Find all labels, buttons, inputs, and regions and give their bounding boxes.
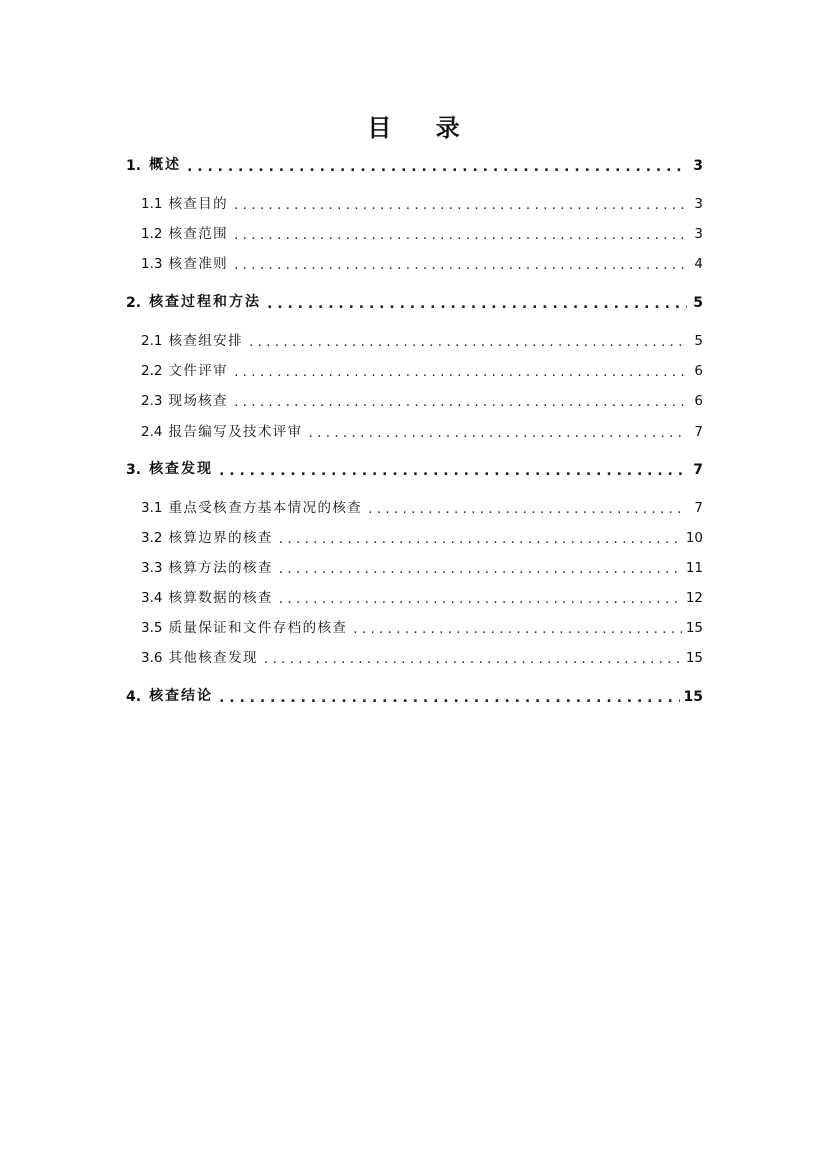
dot-leader — [219, 464, 687, 478]
dot-leader — [234, 366, 687, 380]
dot-leader — [279, 563, 682, 577]
dot-leader — [264, 653, 682, 667]
toc-entry-page: 10 — [685, 530, 703, 546]
toc-entry-page: 4 — [694, 256, 703, 272]
toc-entry-page: 6 — [694, 393, 703, 409]
toc-entry-label: 报告编写及技术评审 — [168, 424, 303, 440]
dot-leader — [187, 160, 687, 174]
toc-entry-label: 核查结论 — [149, 688, 214, 704]
toc-entry-page: 3 — [693, 158, 703, 174]
toc-entry-number: 3.1 — [141, 500, 163, 516]
toc-entry-1-1[interactable] — [141, 190, 703, 212]
toc-entry-3-6[interactable] — [141, 644, 703, 666]
dot-leader — [219, 691, 679, 705]
dot-leader — [279, 593, 682, 607]
toc-entry-number: 1.2 — [141, 226, 163, 242]
toc-entry-label: 文件评审 — [168, 363, 229, 379]
dot-leader — [368, 503, 687, 517]
toc-entry-number: 3. — [126, 462, 142, 478]
toc-entry-1-2[interactable] — [141, 220, 703, 242]
toc-entry-number: 2.3 — [141, 393, 163, 409]
toc-entry-label: 核查发现 — [149, 461, 214, 477]
toc-entry-number: 1.1 — [141, 196, 163, 212]
dot-leader — [249, 336, 687, 350]
toc-entry-label: 现场核查 — [168, 393, 229, 409]
toc-entry-page: 11 — [685, 560, 703, 576]
toc-entry-label: 核查准则 — [168, 256, 229, 272]
toc-entry-3-1[interactable] — [141, 494, 703, 516]
toc-entry-number: 2.2 — [141, 363, 163, 379]
toc-entry-number: 1.3 — [141, 256, 163, 272]
toc-entry-2[interactable] — [126, 289, 703, 311]
toc-entry-number: 1. — [126, 158, 142, 174]
dot-leader — [234, 259, 687, 273]
dot-leader — [234, 396, 687, 410]
toc-entry-label: 核查过程和方法 — [149, 294, 262, 310]
toc-entry-page: 7 — [693, 462, 703, 478]
toc-entry-page: 5 — [693, 295, 703, 311]
toc-entry-1[interactable] — [126, 152, 703, 174]
toc-entry-number: 3.4 — [141, 590, 163, 606]
toc-entry-page: 15 — [683, 689, 703, 705]
toc-entry-label: 核查目的 — [168, 196, 229, 212]
toc-entry-2-4[interactable] — [141, 418, 703, 440]
toc-entry-label: 核算方法的核查 — [168, 560, 273, 576]
toc-entry-3-5[interactable] — [141, 614, 703, 636]
toc-entry-number: 4. — [126, 689, 142, 705]
toc-entry-label: 核算边界的核查 — [168, 530, 273, 546]
toc-entry-page: 5 — [694, 333, 703, 349]
toc-entry-1-3[interactable] — [141, 250, 703, 272]
toc-entry-page: 7 — [694, 424, 703, 440]
toc-entry-2-3[interactable] — [141, 387, 703, 409]
toc-entry-3-3[interactable] — [141, 554, 703, 576]
toc-entry-label: 质量保证和文件存档的核查 — [168, 620, 348, 636]
toc-entry-page: 12 — [685, 590, 703, 606]
dot-leader — [279, 533, 682, 547]
toc-entry-page: 15 — [685, 650, 703, 666]
toc-entry-number: 2.4 — [141, 424, 163, 440]
dot-leader — [234, 229, 687, 243]
toc-entry-label: 重点受核查方基本情况的核查 — [168, 500, 363, 516]
toc-entry-page: 3 — [694, 196, 703, 212]
toc-entry-number: 2. — [126, 295, 142, 311]
toc-entry-4[interactable] — [126, 683, 703, 705]
toc-entry-page: 6 — [694, 363, 703, 379]
page-title: 目 录 — [367, 114, 478, 142]
toc-entry-number: 3.6 — [141, 650, 163, 666]
toc-entry-3-2[interactable] — [141, 524, 703, 546]
toc-entry-3-4[interactable] — [141, 584, 703, 606]
dot-leader — [309, 427, 687, 441]
toc-entry-page: 3 — [694, 226, 703, 242]
toc-entry-3[interactable] — [126, 456, 703, 478]
toc-entry-page: 15 — [685, 620, 703, 636]
toc-entry-number: 3.2 — [141, 530, 163, 546]
toc-entry-label: 其他核查发现 — [168, 650, 258, 666]
toc-entry-label: 核算数据的核查 — [168, 590, 273, 606]
toc-entry-number: 2.1 — [141, 333, 163, 349]
toc-entry-page: 7 — [694, 500, 703, 516]
toc-entry-number: 3.5 — [141, 620, 163, 636]
dot-leader — [353, 623, 682, 637]
toc-entry-2-2[interactable] — [141, 357, 703, 379]
toc-entry-label: 概述 — [149, 157, 182, 173]
toc-entry-number: 3.3 — [141, 560, 163, 576]
toc-entry-label: 核查范围 — [168, 226, 229, 242]
toc-entry-label: 核查组安排 — [168, 333, 243, 349]
dot-leader — [234, 199, 687, 213]
dot-leader — [267, 297, 687, 311]
toc-entry-2-1[interactable] — [141, 327, 703, 349]
